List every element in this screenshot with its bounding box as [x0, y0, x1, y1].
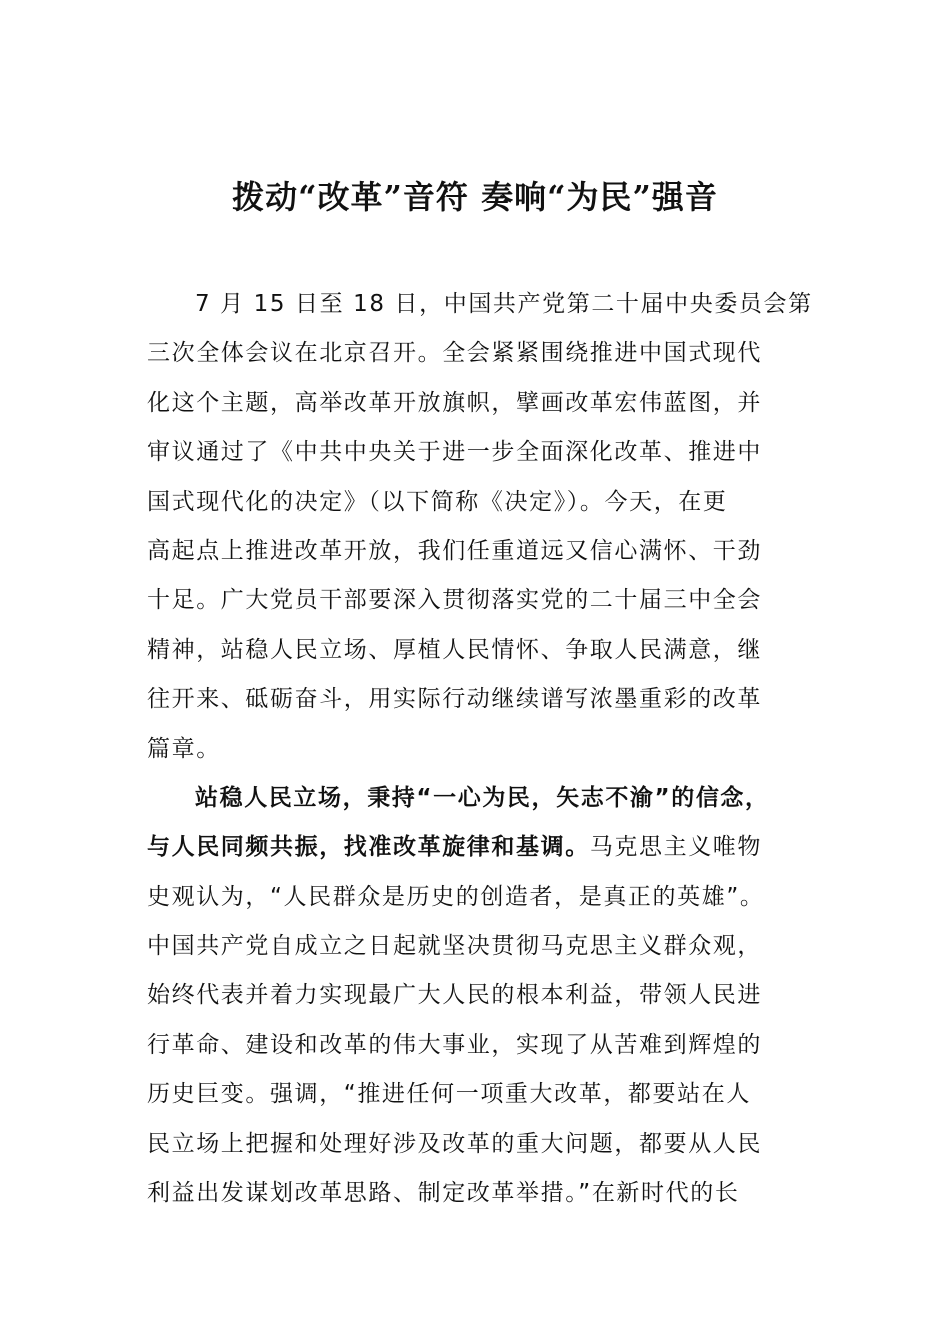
paragraph-2-line — [147, 774, 787, 823]
paragraph-1-line: 十足。广大党员干部要深入贯彻落实党的二十届三中全会 — [147, 587, 762, 614]
paragraph-1-line: 篇章。 — [147, 735, 221, 762]
paragraph-2-line: 利益出发谋划改革思路、制定改革举措。”在新时代的长 — [147, 1180, 740, 1207]
paragraph-1-line: 精神，站稳人民立场、厚植人民情怀、争取人民满意，继 — [147, 636, 762, 663]
document-title: 拨动“改革”音符 奏响“为民”强音 — [232, 178, 718, 216]
paragraph-2-line: 始终代表并着力实现最广大人民的根本利益，带领人民进 — [147, 982, 762, 1009]
paragraph-1-line: 审议通过了《中共中央关于进一步全面深化改革、推进中 — [147, 439, 762, 466]
paragraph-2-text: 马克思主义唯物 — [589, 834, 763, 861]
document-body — [147, 280, 813, 1218]
paragraph-2-line: 中国共产党自成立之日起就坚决贯彻马克思主义群众观， — [147, 933, 762, 960]
paragraph-1-line: 三次全体会议在北京召开。全会紧紧围绕推进中国式现代 — [147, 340, 762, 367]
paragraph-1-line: 国式现代化的决定》（以下简称《决定》）。今天，在更 — [147, 488, 728, 515]
paragraph-2-line: 史观认为，“人民群众是历史的创造者，是真正的英雄”。 — [147, 883, 765, 910]
paragraph-1-line: 往开来、砥砺奋斗，用实际行动继续谱写浓墨重彩的改革 — [147, 686, 762, 713]
paragraph-2-heading: 站稳人民立场，秉持“一心为民，矢志不渝”的信念， — [195, 784, 770, 811]
paragraph-1-line: 高起点上推进改革开放，我们任重道远又信心满怀、干劲 — [147, 537, 762, 564]
paragraph-2-line: 民立场上把握和处理好涉及改革的重大问题，都要从人民 — [147, 1130, 762, 1157]
paragraph-2-line — [147, 823, 787, 872]
paragraph-2-line: 行革命、建设和改革的伟大事业，实现了从苦难到辉煌的 — [147, 1031, 762, 1058]
paragraph-2-line: 历史巨变。强调，“推进任何一项重大改革，都要站在人 — [147, 1081, 751, 1108]
paragraph-2-heading-cont: 与人民同频共振，找准改革旋律和基调。 — [147, 834, 590, 861]
paragraph-1-line: 化这个主题，高举改革开放旗帜，擘画改革宏伟蓝图，并 — [147, 389, 762, 416]
paragraph-1-line: 7 月 15 日至 18 日，中国共产党第二十届中央委员会第 — [195, 291, 813, 317]
